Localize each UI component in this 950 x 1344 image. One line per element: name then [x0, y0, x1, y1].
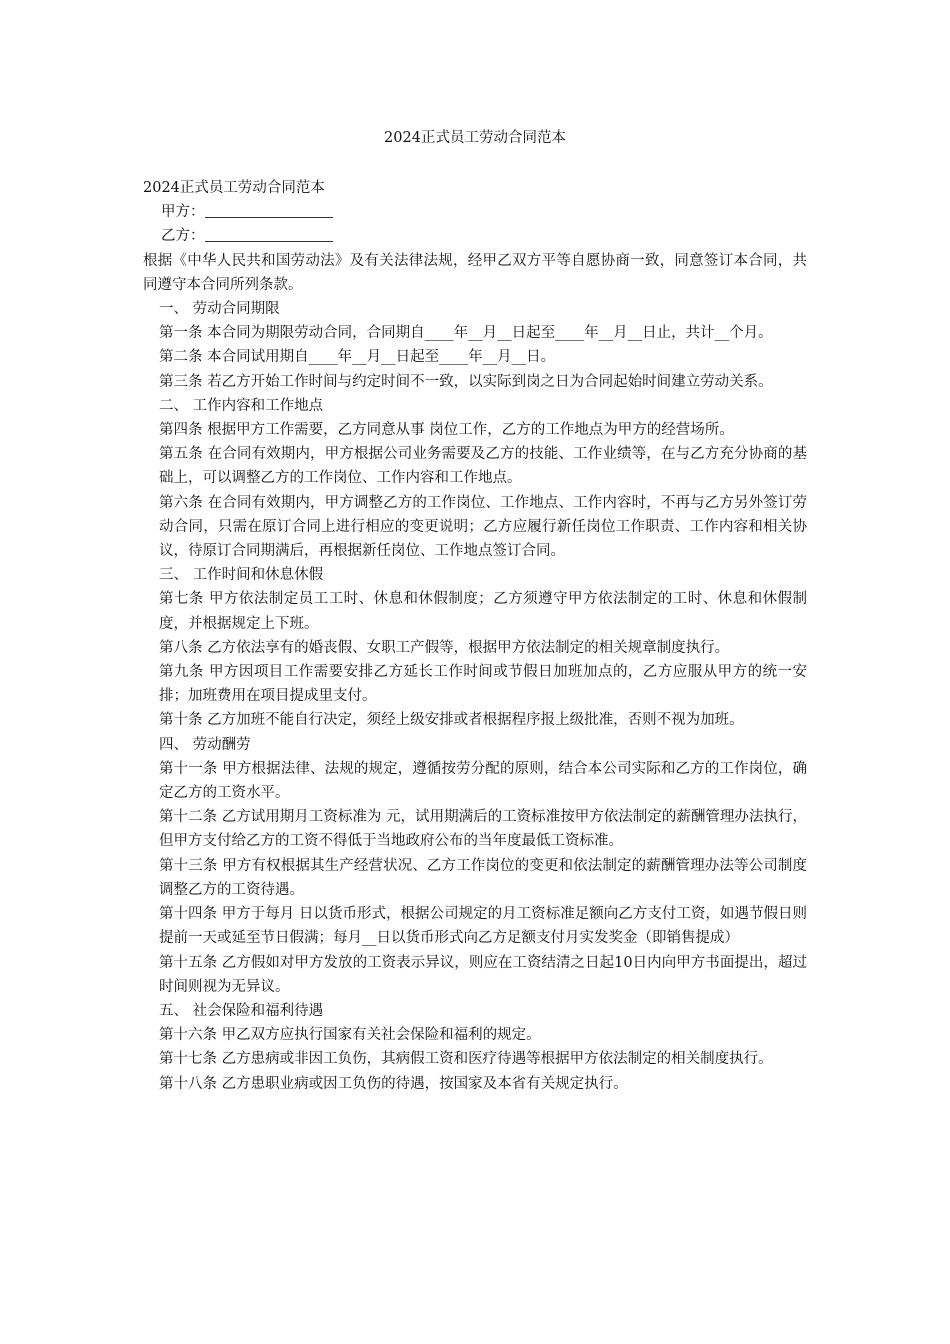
contract-paragraph: 第十八条 乙方患职业病或因工负伤的待遇，按国家及本省有关规定执行。: [159, 1075, 628, 1092]
contract-paragraph: 第十六条 甲乙双方应执行国家有关社会保险和福利的规定。: [159, 1027, 541, 1044]
contract-paragraph: 根据《中华人民共和国劳动法》及有关法律法规，经甲乙双方平等自愿协商一致，同意签订本合同，共同遵守本合同所列条款。: [143, 252, 807, 293]
contract-paragraph: 第十五条 乙方假如对甲方发放的工资表示异议，则应在工资结清之日起10日内向甲方书面提出，超过时间则视为无异议。: [159, 954, 807, 995]
party-a-line: [143, 200, 807, 224]
contract-paragraph: 第八条 乙方依法享有的婚丧假、女职工产假等，根据甲方依法制定的相关规章制度执行。: [159, 639, 730, 656]
contract-paragraph: 二、 工作内容和工作地点: [159, 397, 324, 414]
party-b-blank: [205, 227, 333, 242]
contract-paragraph: 第五条 在合同有效期内，甲方根据公司业务需要及乙方的技能、工作业绩等，在与乙方充分协商的基础上，可以调整乙方的工作岗位、工作内容和工作地点。: [159, 446, 807, 487]
page-title: 2024正式员工劳动合同范本: [384, 130, 566, 146]
contract-paragraph: 第十一条 甲方根据法律、法规的规定，遵循按劳分配的原则，结合本公司实际和乙方的工作岗位，确定乙方的工资水平。: [159, 760, 807, 802]
contract-paragraph: 第十三条 甲方有权根据其生产经营状况、乙方工作岗位的变更和依法制定的薪酬管理办法等公司制度调整乙方的工资待遇。: [159, 857, 807, 898]
contract-paragraph: 第九条 甲方因项目工作需要安排乙方延长工作时间或节假日加班加点的，乙方应服从甲方的统一安排；加班费用在项目提成里支付。: [159, 664, 807, 705]
contract-paragraph: 第三条 若乙方开始工作时间与约定时间不一致，以实际到岗之日为合同起始时间建立劳动关系。: [159, 373, 773, 390]
contract-paragraph: 第一条 本合同为期限劳动合同，合同期自____年__月__日起至____年__月__日止，共计__个月。: [159, 325, 773, 342]
party-a-label: 甲方：: [161, 204, 205, 221]
party-b-label: 乙方：: [161, 228, 205, 245]
contract-paragraph: 第七条 甲方依法制定员工工时、休息和休假制度；乙方须遵守甲方依法制定的工时、休息和休假制度，并根据规定上下班。: [159, 591, 807, 632]
contract-paragraph: 第六条 在合同有效期内，甲方调整乙方的工作岗位、工作地点、工作内容时，不再与乙方另外签订劳动合同，只需在原订合同上进行相应的变更说明；乙方应履行新任岗位工作职责、工作内容和相关协议，待原订合同期满后，再根据新任岗位、工作地点签订合同。: [159, 494, 807, 560]
party-a-blank: [205, 203, 333, 218]
contract-paragraph: 一、 劳动合同期限: [159, 301, 280, 318]
contract-paragraph: 第四条 根据甲方工作需要，乙方同意从事 岗位工作，乙方的工作地点为甲方的经营场所。: [159, 422, 734, 439]
contract-paragraph: 第十条 乙方加班不能自行决定，须经上级安排或者根据程序报上级批准，否则不视为加班。: [159, 712, 744, 729]
document-body: [143, 176, 807, 1096]
contract-paragraph: 第十七条 乙方患病或非因工负伤，其病假工资和医疗待遇等根据甲方依法制定的相关制度执行。: [159, 1051, 773, 1068]
contract-paragraph: 三、 工作时间和休息休假: [159, 567, 324, 584]
contract-paragraph: 四、 劳动酬劳: [159, 736, 251, 753]
contract-paragraph: 五、 社会保险和福利待遇: [159, 1002, 324, 1019]
party-b-line: [143, 224, 807, 248]
contract-paragraph: 第十二条 乙方试用期月工资标准为 元，试用期满后的工资标准按甲方依法制定的薪酬管理办法执行，但甲方支付给乙方的工资不得低于当地政府公布的当年度最低工资标准。: [159, 809, 807, 850]
document-subtitle: 2024正式员工劳动合同范本: [143, 180, 325, 196]
contract-paragraph: 第十四条 甲方于每月 日以货币形式，根据公司规定的月工资标准足额向乙方支付工资，如遇节假日则提前一天或延至节日假满；每月__日以货币形式向乙方足额支付月实发奖金（即销售提成）: [159, 906, 807, 947]
contract-paragraph: 第二条 本合同试用期自____年__月__日起至____年__月__日。: [159, 349, 556, 366]
